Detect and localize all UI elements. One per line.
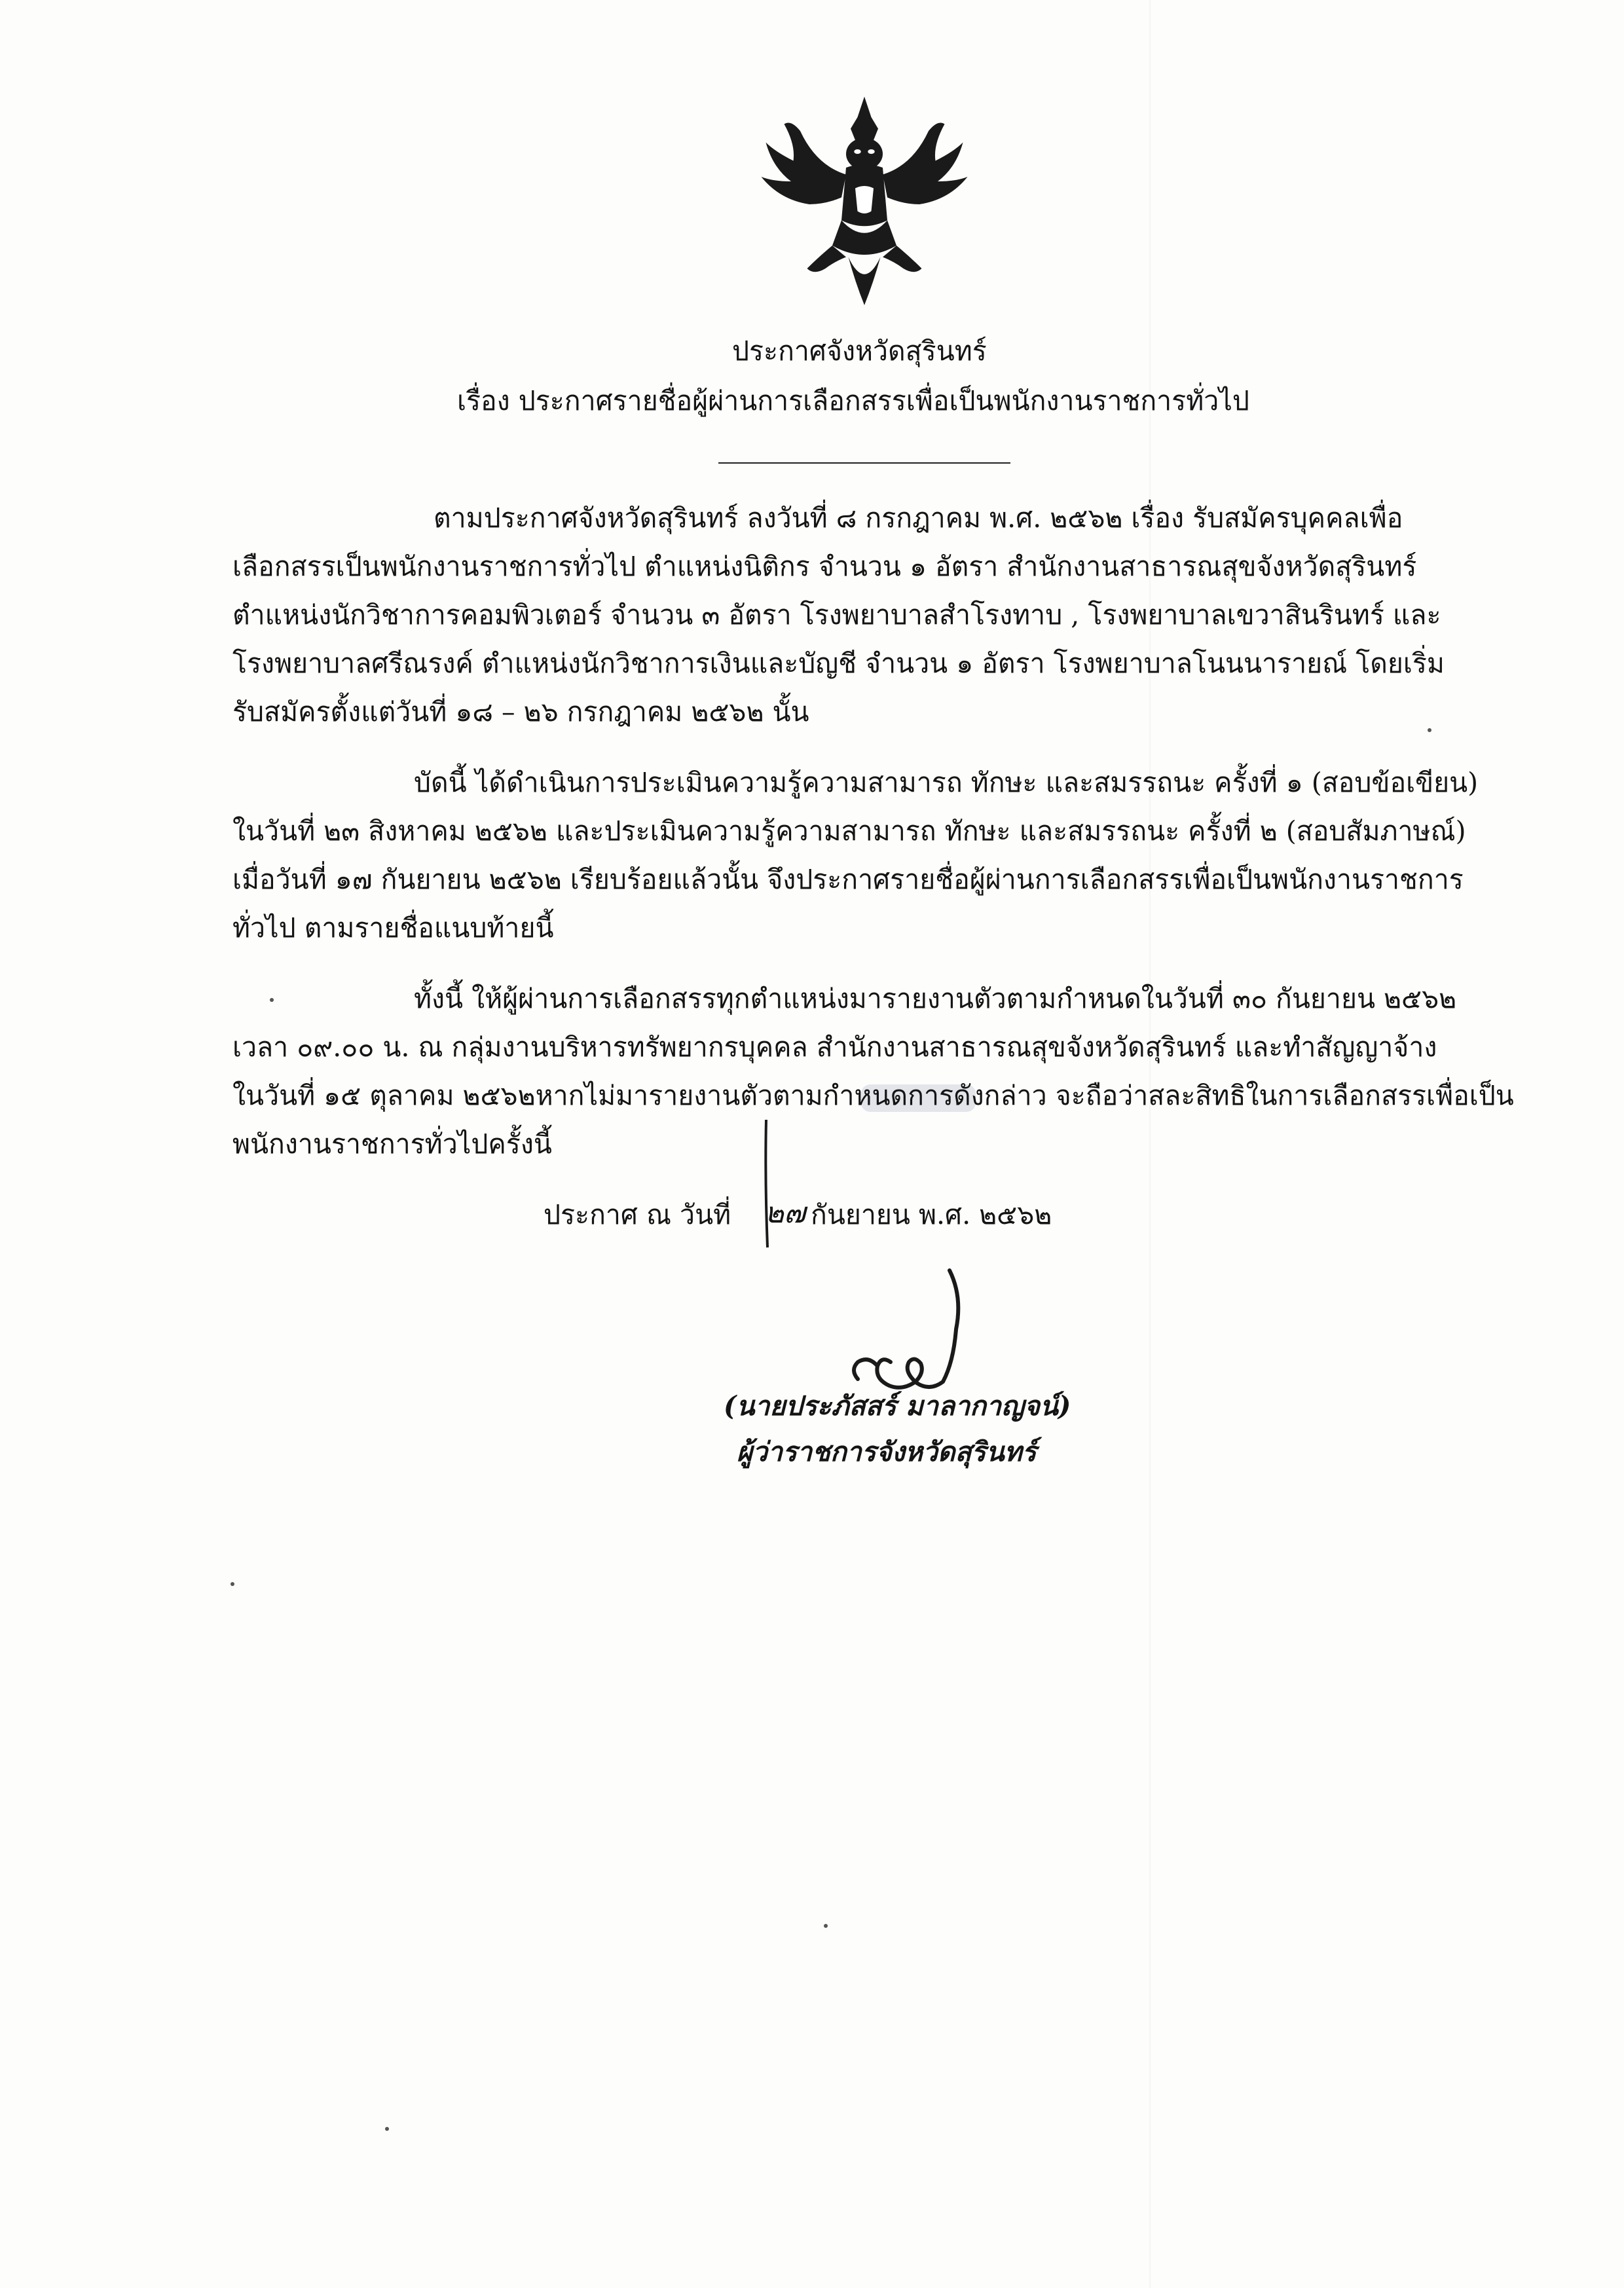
p1-line-2: เลือกสรรเป็นพนักงานราชการทั่วไป ตำแหน่งนิติกร จำนวน ๑ อัตรา สำนักงานสาธารณสุขจังหวัดสุรินทร์ bbox=[232, 551, 1417, 582]
announce-date-rest: กันยายน พ.ศ. ๒๕๖๒ bbox=[811, 1199, 1052, 1230]
p3-line-3: ในวันที่ ๑๕ ตุลาคม ๒๕๖๒หากไม่มารายงานตัวตามกำหนดการดังกล่าว จะถือว่าสละสิทธิในการเลือกสรรเพื่อเป็น bbox=[232, 1080, 1514, 1111]
p2-line-3: เมื่อวันที่ ๑๗ กันยายน ๒๕๖๒ เรียบร้อยแล้วนั้น จึงประกาศรายชื่อผู้ผ่านการเลือกสรรเพื่อเป็นพนักงานราชการ bbox=[232, 864, 1464, 895]
p1-line-4: โรงพยาบาลศรีณรงค์ ตำแหน่งนักวิชาการเงินและบัญชี จำนวน ๑ อัตรา โรงพยาบาลโนนนารายณ์ โดยเริ่ม bbox=[232, 648, 1445, 679]
p3-line-4: พนักงานราชการทั่วไปครั้งนี้ bbox=[232, 1128, 552, 1160]
signatory-position: ผู้ว่าราชการจังหวัดสุรินทร์ bbox=[737, 1436, 1037, 1467]
announce-date-day: ๒๗ bbox=[765, 1196, 806, 1230]
p2-line-2: ในวันที่ ๒๓ สิงหาคม ๒๕๖๒ และประเมินความรู้ความสามารถ ทักษะ และสมรรถนะ ครั้งที่ ๒ (สอบสัมภาษณ์) bbox=[232, 815, 1466, 847]
document-title: ประกาศจังหวัดสุรินทร์ bbox=[732, 335, 987, 367]
p2-line-1: บัดนี้ ได้ดำเนินการประเมินความรู้ความสามารถ ทักษะ และสมรรถนะ ครั้งที่ ๑ (สอบข้อเขียน) bbox=[414, 767, 1479, 798]
scan-speck bbox=[385, 2127, 389, 2131]
scan-speck bbox=[231, 1582, 234, 1586]
p1-line-3: ตำแหน่งนักวิชาการคอมพิวเตอร์ จำนวน ๓ อัตรา โรงพยาบาลสำโรงทาบ , โรงพยาบาลเขวาสินรินทร์ และ bbox=[232, 599, 1441, 631]
p1-line-1: ตามประกาศจังหวัดสุรินทร์ ลงวันที่ ๘ กรกฎาคม พ.ศ. ๒๕๖๒ เรื่อง รับสมัครบุคคลเพื่อ bbox=[434, 502, 1403, 534]
scan-speck bbox=[1428, 728, 1431, 732]
garuda-emblem-icon bbox=[750, 85, 979, 314]
scan-speck bbox=[824, 1924, 828, 1928]
p1-line-5: รับสมัครตั้งแต่วันที่ ๑๘ – ๒๖ กรกฎาคม ๒๕๖๒ นั้น bbox=[232, 696, 809, 728]
signatory-name: (นายประภัสสร์ มาลากาญจน์) bbox=[724, 1390, 1071, 1422]
title-divider bbox=[718, 462, 1010, 464]
p2-line-4: ทั่วไป ตามรายชื่อแนบท้ายนี้ bbox=[232, 912, 554, 944]
scan-speck bbox=[270, 998, 274, 1002]
announce-date-prefix: ประกาศ ณ วันที่ bbox=[544, 1199, 731, 1230]
p3-line-1: ทั้งนี้ ให้ผู้ผ่านการเลือกสรรทุกตำแหน่งมารายงานตัวตามกำหนดในวันที่ ๓๐ กันยายน ๒๕๖๒ bbox=[414, 983, 1457, 1014]
p3-line-2: เวลา ๐๙.๐๐ น. ณ กลุ่มงานบริหารทรัพยากรบุคคล สำนักงานสาธารณสุขจังหวัดสุรินทร์ และทำสัญญาจ้าง bbox=[232, 1031, 1437, 1063]
document-subject: เรื่อง ประกาศรายชื่อผู้ผ่านการเลือกสรรเพื่อเป็นพนักงานราชการทั่วไป bbox=[457, 385, 1249, 416]
